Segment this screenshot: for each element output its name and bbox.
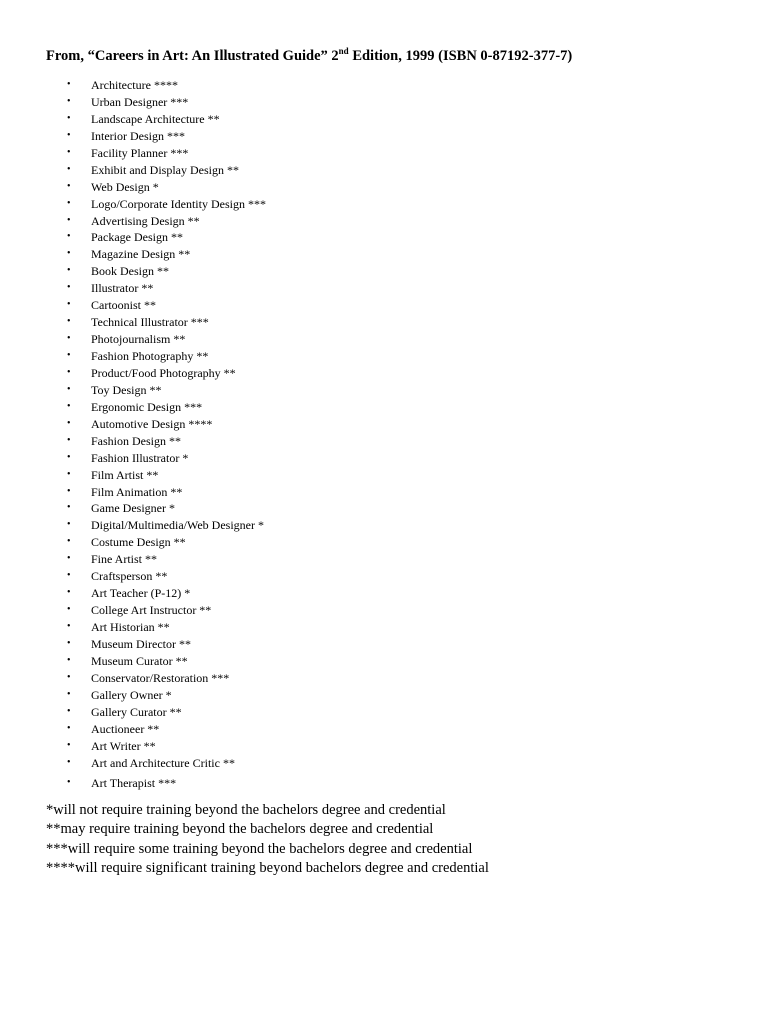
career-label: Museum Curator ** [91,653,188,668]
legend-line: **may require training beyond the bachelors degree and credential [46,821,434,838]
career-label: Film Animation ** [91,484,183,499]
bullet-icon: • [67,146,71,158]
bullet-icon: • [67,79,71,90]
career-label: Art Writer ** [91,738,156,753]
bullet-icon: • [67,451,71,463]
bullet-icon: • [67,587,71,599]
career-label: Cartoonist ** [91,298,156,313]
bullet-icon: • [67,316,71,328]
legend-line: ****will require significant training beyond bachelors degree and credential [46,859,489,876]
career-label: Fine Artist ** [91,552,158,567]
bullet-icon: • [67,299,71,311]
career-label: Gallery Owner * [91,687,172,702]
career-label: Advertising Design ** [91,213,200,228]
career-label: Interior Design *** [91,128,185,143]
career-label: Auctioneer ** [91,721,160,736]
career-label: Film Artist ** [91,467,159,482]
bullet-icon: • [67,350,71,361]
bullet-icon: • [67,129,71,141]
career-label: Art Historian ** [91,620,170,634]
training-legend [46,801,489,878]
legend-line: *will not require training beyond the bachelors degree and credential [46,802,446,818]
career-label: Web Design * [91,179,159,194]
bullet-icon: • [67,95,71,107]
bullet-icon: • [67,485,71,497]
career-label: Package Design ** [91,230,183,245]
bullet-icon: • [67,688,71,700]
bullet-icon: • [67,777,71,789]
bullet-icon: • [67,383,71,395]
career-label: Fashion Photography ** [91,349,209,363]
title-edition: Edition, 1999 (ISBN 0-87192-377-7) [348,48,573,64]
bullet-icon: • [67,722,71,734]
bullet-icon: • [67,553,71,565]
bullet-icon: • [67,621,71,632]
title-ordinal-suffix: nd [338,46,349,57]
career-label: Product/Food Photography ** [91,365,236,380]
document-title [46,46,572,66]
bullet-icon: • [67,705,71,717]
career-label: Toy Design ** [91,382,162,397]
bullet-icon: • [67,468,71,480]
bullet-icon: • [67,637,71,649]
career-label: Illustrator ** [91,281,154,296]
career-label: Fashion Illustrator * [91,450,189,465]
bullet-icon: • [67,654,71,666]
bullet-icon: • [67,756,71,768]
career-label: Urban Designer *** [91,94,189,109]
bullet-icon: • [67,739,71,751]
career-label: Ergonomic Design *** [91,399,203,414]
career-label: College Art Instructor ** [91,603,212,618]
career-label: Digital/Multimedia/Web Designer * [91,518,264,533]
bullet-icon: • [67,604,71,616]
bullet-icon: • [67,434,71,446]
legend-line: ***will require some training beyond the bachelors degree and credential [46,840,473,857]
career-label: Magazine Design ** [91,247,191,262]
bullet-icon: • [67,112,71,124]
career-label: Game Designer * [91,501,175,516]
bullet-icon: • [67,519,71,531]
career-label: Exhibit and Display Design ** [91,162,239,177]
career-label: Facility Planner *** [91,145,189,160]
title-main: From, “Careers in Art: An Illustrated Guide” 2 [46,48,339,64]
bullet-icon: • [67,502,71,514]
bullet-icon: • [67,248,71,260]
bullet-icon: • [67,570,71,582]
bullet-icon: • [67,180,71,192]
career-label: Gallery Curator ** [91,704,182,719]
career-label: Book Design ** [91,264,169,279]
career-label: Technical Illustrator *** [91,315,209,330]
career-label: Fashion Design ** [91,433,181,448]
career-label: Art Teacher (P-12) * [91,586,191,601]
bullet-icon: • [67,265,71,277]
career-label: Landscape Architecture ** [91,111,220,126]
bullet-icon: • [67,163,71,175]
bullet-icon: • [67,671,71,683]
career-label: Art Therapist *** [91,776,177,791]
bullet-icon: • [67,366,71,378]
bullet-icon: • [67,214,71,226]
career-label: Craftsperson ** [91,569,168,584]
bullet-icon: • [67,197,71,209]
bullet-icon: • [67,417,71,429]
career-label: Photojournalism ** [91,332,186,347]
career-label: Architecture **** [91,78,178,92]
bullet-icon: • [67,333,71,345]
career-label: Conservator/Restoration *** [91,670,230,685]
career-label: Museum Director ** [91,636,191,651]
bullet-icon: • [67,536,71,548]
career-label: Logo/Corporate Identity Design *** [91,196,266,211]
career-label: Costume Design ** [91,535,186,550]
bullet-icon: • [67,282,71,294]
career-label: Automotive Design **** [91,416,213,431]
bullet-icon: • [67,231,71,243]
bullet-icon: • [67,400,71,412]
career-label: Art and Architecture Critic ** [91,755,235,770]
